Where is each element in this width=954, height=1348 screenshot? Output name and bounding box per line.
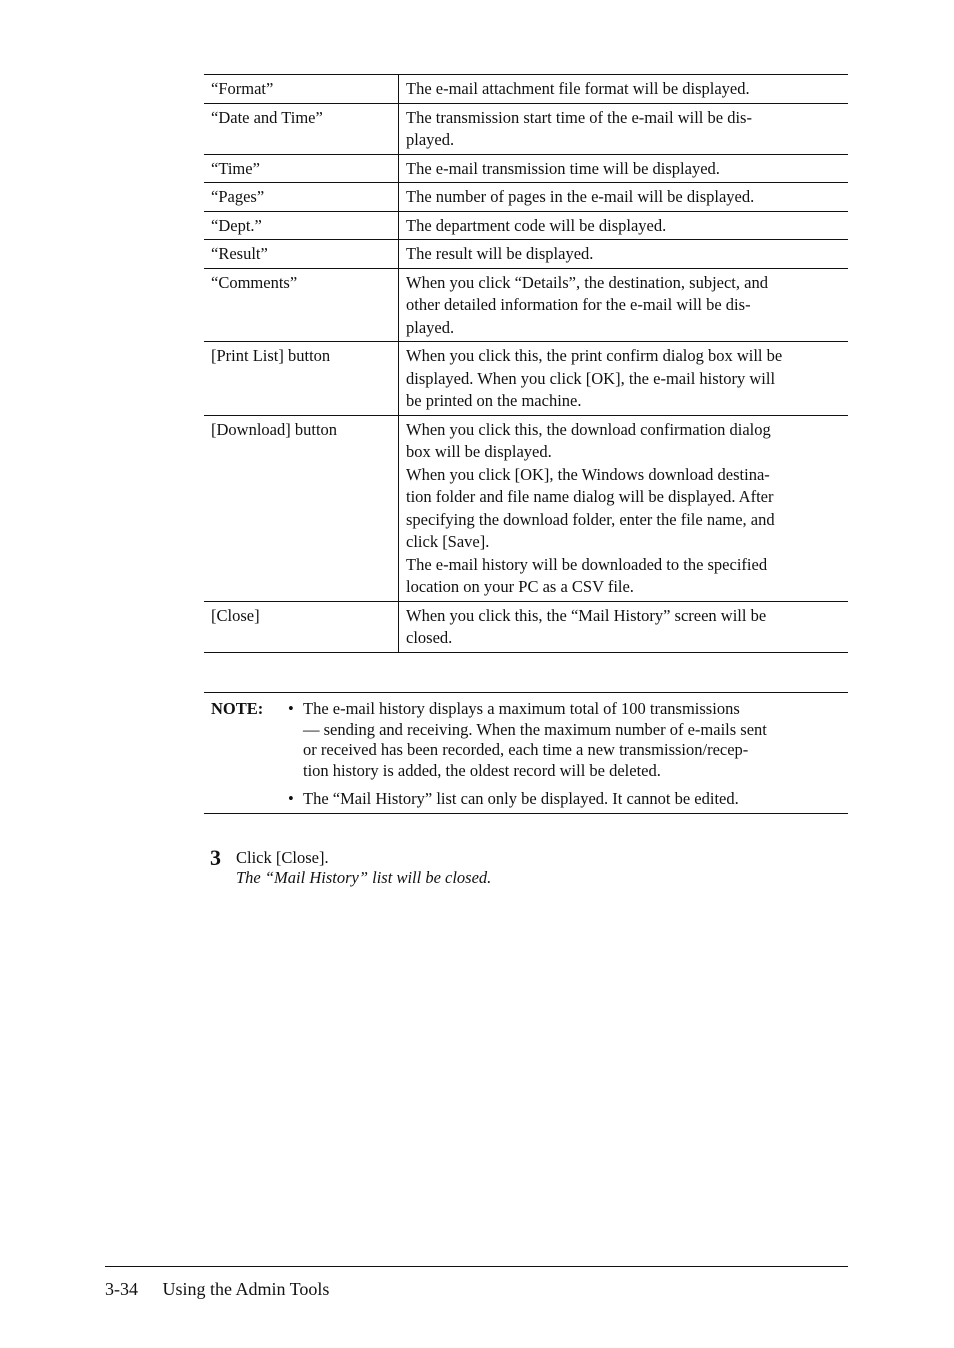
description-line: When you click [OK], the Windows download destina- [406,464,770,484]
description-line: box will be displayed. [406,442,552,461]
description-line: The number of pages in the e-mail will be displayed. [406,187,755,206]
note-label: NOTE: [211,699,264,718]
table-row [204,415,848,601]
description-cell [399,268,849,342]
description-cell [399,183,849,212]
definitions-table [204,74,848,653]
description-line: The e-mail attachment file format will be displayed. [406,79,750,98]
table-row [204,342,848,416]
table-row [204,211,848,240]
description-cell [399,342,849,416]
step-instruction: Click [Close]. [236,848,329,867]
term-cell: “Date and Time” [204,103,399,154]
description-line: displayed. When you click [OK], the e-mail history will [406,368,776,388]
description-line: other detailed information for the e-mail will be dis- [406,295,751,314]
bullet-marker: • [288,789,294,808]
section-title: Using the Admin Tools [162,1279,330,1299]
step-content [236,848,491,888]
description-cell [399,415,849,601]
term-cell: [Close] [204,601,399,652]
note-line: The e-mail history displays a maximum total of 100 transmissions [303,699,740,718]
description-cell [399,240,849,269]
term-cell: [Print List] button [204,342,399,416]
table-row [204,183,848,212]
step-number: 3 [210,845,221,870]
page-footer [105,1278,329,1300]
description-cell [399,75,849,104]
description-line: click [Save]. [406,532,490,551]
note-line: The “Mail History” list can only be displayed. It cannot be edited. [303,789,739,808]
note-line: or received has been recorded, each time a new transmission/recep- [303,740,749,759]
bullet-marker: • [288,699,294,718]
description-line: The e-mail transmission time will be displayed. [406,158,720,178]
table-row [204,240,848,269]
term-cell: “Comments” [204,268,399,342]
description-line: The e-mail history will be downloaded to the specified [406,554,768,574]
term-cell: [Download] button [204,415,399,601]
description-cell [399,103,849,154]
description-line: location on your PC as a CSV file. [406,577,634,596]
term-cell: “Result” [204,240,399,269]
description-line: tion folder and file name dialog will be displayed. After [406,487,774,506]
step-result: The “Mail History” list will be closed. [236,868,492,887]
note-line: tion history is added, the oldest record will be deleted. [303,760,661,780]
note-bullet-text [303,699,767,781]
description-line: The result will be displayed. [406,244,594,263]
term-cell: “Dept.” [204,211,399,240]
description-line: played. [406,317,455,337]
note-box [204,692,848,814]
table-row [204,268,848,342]
description-line: played. [406,130,455,149]
description-line: When you click “Details”, the destination, subject, and [406,272,768,292]
description-line: closed. [406,628,453,647]
page-number: 3-34 [105,1279,138,1299]
note-bullet-text [303,789,739,810]
note-line: — sending and receiving. When the maximum number of e-mails sent [303,719,767,739]
description-line: be printed on the machine. [406,391,582,410]
term-cell: “Pages” [204,183,399,212]
table-row [204,601,848,652]
footer-divider [105,1266,848,1267]
description-line: When you click this, the “Mail History” screen will be [406,605,767,625]
table-row [204,103,848,154]
term-cell: “Time” [204,154,399,183]
description-cell [399,154,849,183]
term-cell: “Format” [204,75,399,104]
description-line: specifying the download folder, enter the file name, and [406,509,775,529]
table-row [204,154,848,183]
description-line: The transmission start time of the e-mail will be dis- [406,107,752,127]
description-cell [399,601,849,652]
table-row [204,75,848,104]
description-line: When you click this, the print confirm dialog box will be [406,346,783,365]
description-line: When you click this, the download confirmation dialog [406,419,771,439]
description-line: The department code will be displayed. [406,215,667,235]
description-cell [399,211,849,240]
